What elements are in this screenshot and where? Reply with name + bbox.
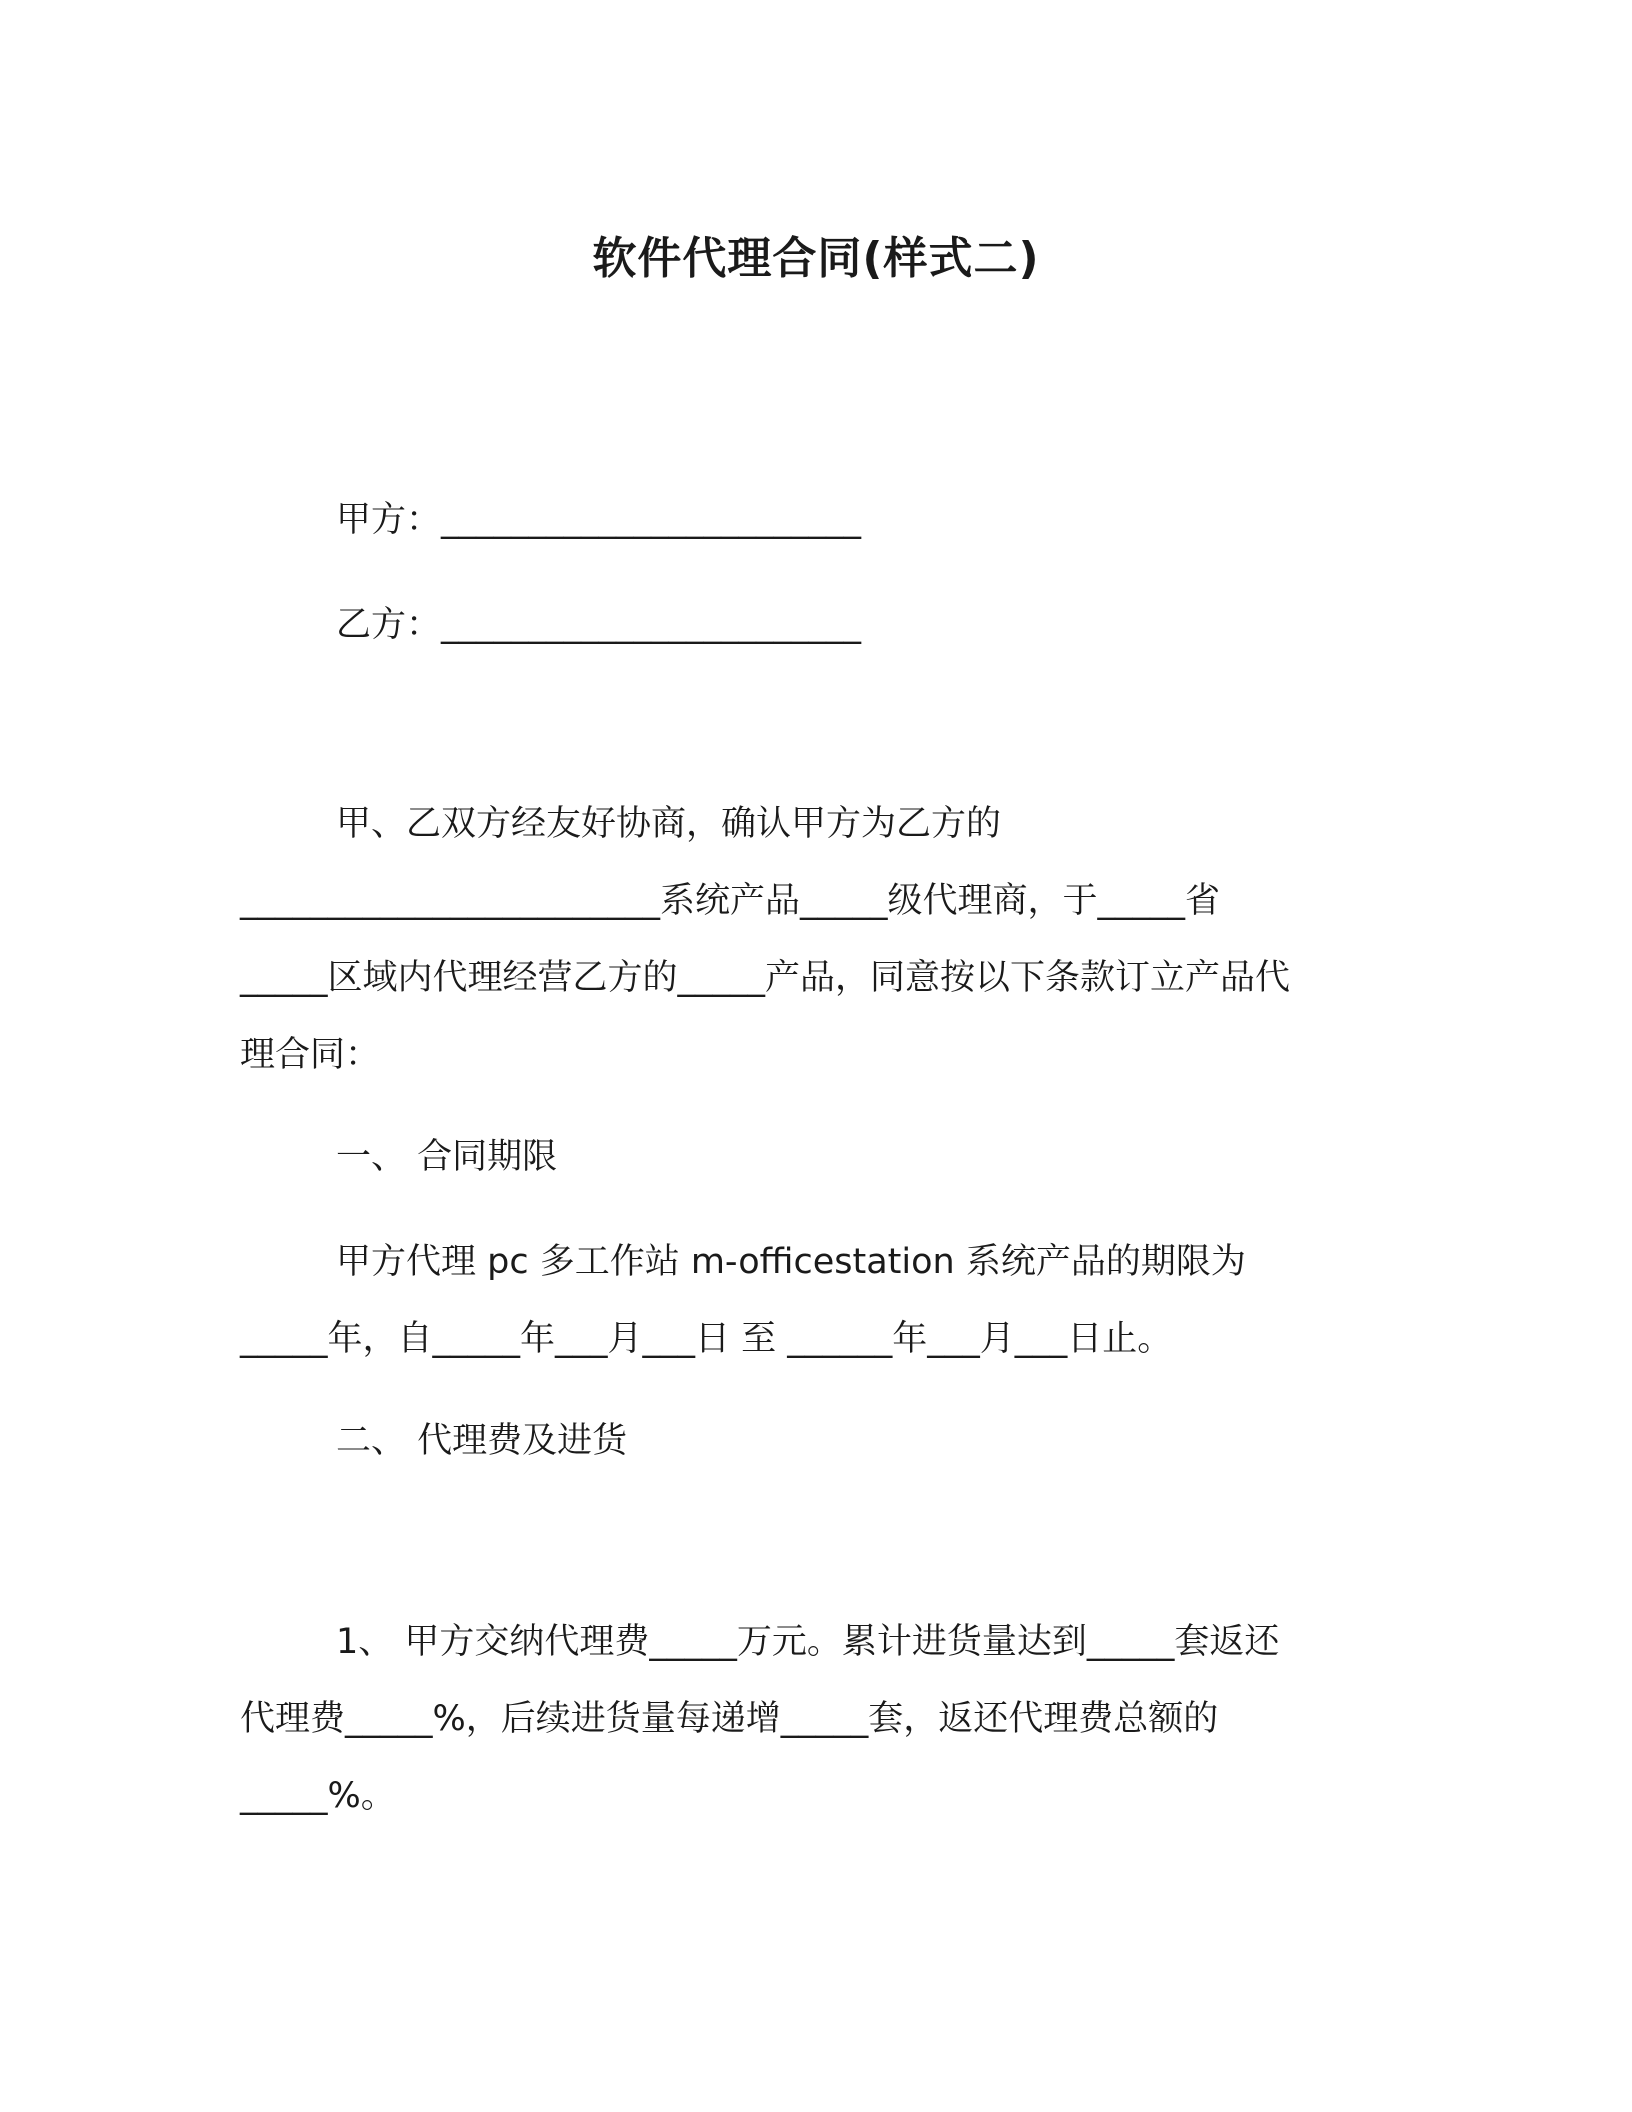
section-1-heading: 一、 合同期限 xyxy=(336,1137,558,1177)
party-b-line: 乙方：________________________ xyxy=(336,605,862,645)
section-1-line-2: _____年，自_____年___月___日 至 ______年___月___日止。 xyxy=(240,1319,1173,1359)
section-1-line-1: 甲方代理 pc 多工作站 m-officestation 系统产品的期限为 xyxy=(336,1242,1246,1282)
section-2-line-2: 代理费_____%，后续进货量每递增_____套，返还代理费总额的 xyxy=(240,1699,1219,1739)
preamble-line-2: ________________________系统产品_____级代理商，于_____省 xyxy=(240,881,1221,921)
section-2-line-3: _____%。 xyxy=(240,1776,396,1816)
page-title: 软件代理合同(样式二) xyxy=(592,233,1040,284)
preamble-line-1: 甲、乙双方经友好协商，确认甲方为乙方的 xyxy=(336,804,1002,844)
section-2-heading: 二、 代理费及进货 xyxy=(336,1421,628,1461)
preamble-line-3: _____区域内代理经营乙方的_____产品，同意按以下条款订立产品代 xyxy=(240,958,1291,998)
section-2-line-1: 1、 甲方交纳代理费_____万元。累计进货量达到_____套返还 xyxy=(336,1622,1280,1662)
preamble-line-4: 理合同： xyxy=(240,1035,381,1075)
party-a-line: 甲方：________________________ xyxy=(336,500,862,540)
